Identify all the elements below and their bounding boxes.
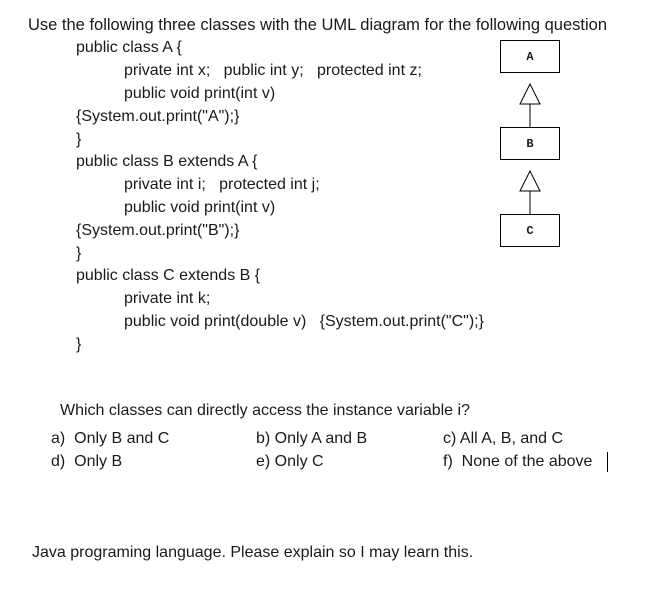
class-c-close: } xyxy=(76,336,82,353)
class-b-fields: private int i; protected int j; xyxy=(124,176,320,193)
question-heading: Use the following three classes with the UML diagram for the following question xyxy=(28,16,608,34)
uml-box-b: B xyxy=(500,127,560,160)
class-c-declaration: public class C extends B { xyxy=(76,267,261,284)
class-c-method: public void print(double v) {System.out.print("C");} xyxy=(124,313,484,330)
option-c: c) All A, B, and C xyxy=(443,430,564,447)
class-a-method: public void print(int v) xyxy=(124,85,276,102)
option-a: a) Only B and C xyxy=(51,430,170,447)
option-d: d) Only B xyxy=(51,453,123,470)
option-b: b) Only A and B xyxy=(256,430,368,447)
option-f: f) None of the above xyxy=(443,453,593,470)
text-cursor xyxy=(607,452,608,472)
class-a-fields: private int x; public int y; protected int z; xyxy=(124,62,422,79)
uml-arrow-b-to-a xyxy=(520,84,540,127)
option-e: e) Only C xyxy=(256,453,324,470)
uml-box-a: A xyxy=(500,40,560,73)
class-b-declaration: public class B extends A { xyxy=(76,153,258,170)
class-b-method: public void print(int v) xyxy=(124,199,276,216)
class-b-close: } xyxy=(76,245,82,262)
class-a-close: } xyxy=(76,131,82,148)
question-prompt: Which classes can directly access the instance variable i? xyxy=(60,402,470,419)
uml-arrow-c-to-b xyxy=(520,171,540,214)
class-b-body: {System.out.print("B");} xyxy=(76,222,240,239)
footer-note: Java programing language. Please explain so I may learn this. xyxy=(32,544,474,561)
class-a-declaration: public class A { xyxy=(76,39,182,56)
class-c-fields: private int k; xyxy=(124,290,211,307)
uml-box-c: C xyxy=(500,214,560,247)
class-a-body: {System.out.print("A");} xyxy=(76,108,240,125)
